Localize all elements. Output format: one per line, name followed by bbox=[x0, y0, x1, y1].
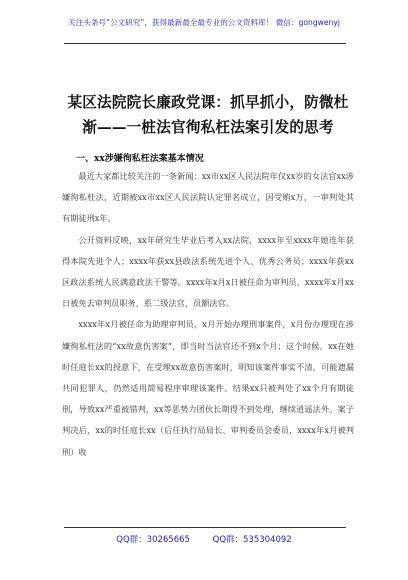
header-promo-text: 关注头条号“公文研究”，获得最新最全最专业的公文资料库！ 微信：gongwenyj bbox=[68, 18, 340, 27]
footer-qq-group-2: QQ群：535304092 bbox=[212, 535, 292, 545]
body-paragraph: 公开资料反映，xx年研究生毕业后考入xx法院，xxxx年至xxxx年她连年获得本院先进个人；xxxx年获xx县政法系统先进个人、优秀公务员；xxxx年获xx区政法系统人民满意政法干警等。xxxx年x月x日被任命为审判员，xxxx年x月xx日被免去审判员职务，系二级法官，员额法官。 bbox=[62, 234, 354, 309]
document-body bbox=[62, 166, 354, 463]
document-title: 某区法院院长廉政党课：抓早抓小，防微杜渐——一桩法官徇私枉法案引发的思考 bbox=[67, 94, 349, 136]
body-paragraph: 最近大家都比较关注的一条新闻：xx市xx区人民法院年仅xx岁的女法官xx涉嫌徇私枉法，近期被xx市xx区人民法院认定罪名成立，因受贿x万，一审判处其有期徒刑x年。 bbox=[62, 171, 354, 224]
section-heading: 一、xx涉嫌徇私枉法案基本情况 bbox=[76, 154, 204, 164]
footer-divider bbox=[64, 527, 346, 528]
footer-qq-group-1: QQ群：30265665 bbox=[116, 535, 190, 545]
footer bbox=[0, 533, 408, 545]
header-divider bbox=[64, 43, 346, 44]
body-paragraph: xxxx年x月被任命为助理审判员，x月开始办理刑事案件，x月份办理现在涉嫌徇私枉法的“xx故意伤害案”，即当时当法官还不到x个月；这个时候，xx在她时任庭长xx的授意下，在受理xx故意伤害案时，明知该案件事实不清，可能遗漏共同犯罪人，仍然适用简易程序审理该案件。结果xx只被判处了xx个月有期徒刑，导致xx严重被错判，xx等恶势力团伙长期得不到处理，继续逍遥法外。案子判决后，xx的时任庭长xx（后任执行局局长、审判委员会委员，xxxx年x月被判刑）收 bbox=[62, 319, 354, 457]
